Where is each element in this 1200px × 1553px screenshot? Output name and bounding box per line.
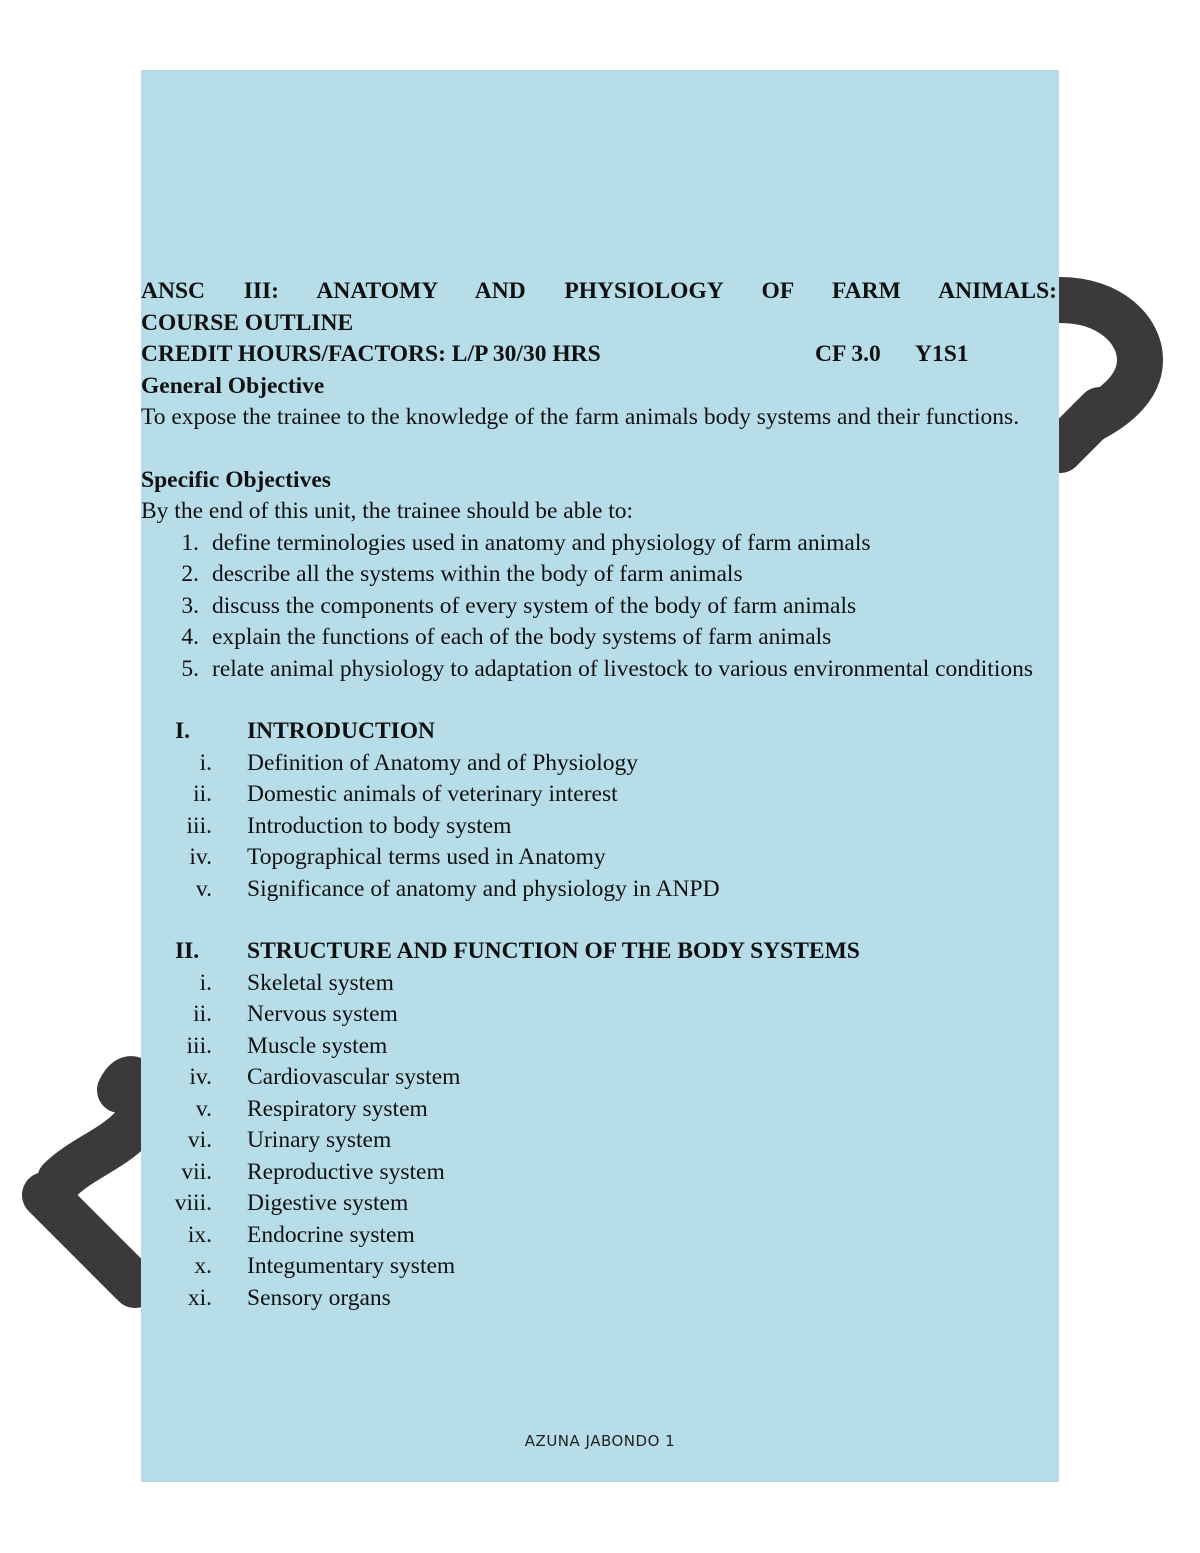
list-item xyxy=(141,1157,1057,1189)
section-numeral: II. xyxy=(175,938,200,964)
list-item xyxy=(141,559,1057,591)
list-item-text: Muscle system xyxy=(247,1032,388,1059)
credit-year: Y1S1 xyxy=(915,341,969,367)
list-item-text: Digestive system xyxy=(247,1190,409,1216)
list-item-text: Definition of Anatomy and of Physiology xyxy=(247,749,638,776)
list-item-text: Topographical terms used in Anatomy xyxy=(247,844,606,870)
list-item xyxy=(141,811,1057,843)
list-item-text: Sensory organs xyxy=(247,1284,391,1311)
page-footer: AZUNA JABONDO 1 xyxy=(524,1432,676,1450)
list-item xyxy=(141,1094,1057,1126)
list-item xyxy=(141,999,1057,1031)
list-item-text: relate animal physiology to adaptation of livestock to various environmental conditions xyxy=(212,655,1034,682)
section-title: STRUCTURE AND FUNCTION OF THE BODY SYSTEMS xyxy=(247,938,860,964)
list-item-text: Nervous system xyxy=(247,1001,398,1027)
list-item xyxy=(141,591,1057,623)
list-item-number-text: 2. xyxy=(181,561,199,587)
specific-objectives-heading: Specific Objectives xyxy=(141,466,331,493)
list-item-number: i. xyxy=(199,749,212,776)
list-item-number: iv. xyxy=(189,1064,212,1090)
list-item-number: iii. xyxy=(186,1032,212,1059)
document-page xyxy=(141,70,1059,1482)
section-heading-introduction xyxy=(141,716,1057,748)
list-item-text: describe all the systems within the body of farm animals xyxy=(212,561,743,587)
general-objective-heading: General Objective xyxy=(141,372,325,399)
list-item-number xyxy=(141,559,212,591)
list-item-number: vi. xyxy=(187,1127,212,1153)
document-subtitle: COURSE OUTLINE xyxy=(141,309,354,336)
list-item-number: ii. xyxy=(193,1001,212,1027)
list-item-text: Endocrine system xyxy=(247,1221,415,1248)
objectives-list xyxy=(141,528,1057,686)
list-item-number: ii. xyxy=(193,781,212,807)
list-item-number: x. xyxy=(194,1253,212,1279)
list-item xyxy=(141,1062,1057,1094)
document-content xyxy=(141,276,1057,1314)
list-item-number-text: 5. xyxy=(181,655,199,682)
list-item-number xyxy=(141,622,212,654)
list-item xyxy=(141,842,1057,874)
list-item-text: Integumentary system xyxy=(247,1253,456,1279)
specific-objectives-intro: By the end of this unit, the trainee should be able to: xyxy=(141,498,634,524)
list-item xyxy=(141,1031,1057,1063)
list-item-text: explain the functions of each of the body systems of farm animals xyxy=(212,624,832,650)
list-item xyxy=(141,1188,1057,1220)
list-item-text: Reproductive system xyxy=(247,1158,445,1185)
general-objective-text: To expose the trainee to the knowledge of the farm animals body systems and their functions. xyxy=(141,404,1020,430)
list-item xyxy=(141,654,1057,686)
body-systems-list xyxy=(141,968,1057,1315)
list-item-text: Respiratory system xyxy=(247,1095,428,1122)
list-item-number: vii. xyxy=(181,1158,212,1185)
list-item xyxy=(141,1283,1057,1315)
document-title: ANSC III: ANATOMY AND PHYSIOLOGY OF FARM ANIMALS: xyxy=(141,278,1057,304)
introduction-list xyxy=(141,748,1057,906)
section-title: INTRODUCTION xyxy=(247,718,436,744)
list-item-text: Introduction to body system xyxy=(247,812,512,839)
list-item xyxy=(141,1125,1057,1157)
list-item-number xyxy=(141,591,212,623)
list-item xyxy=(141,874,1057,906)
list-item xyxy=(141,748,1057,780)
list-item xyxy=(141,528,1057,560)
list-item-number xyxy=(141,654,212,686)
list-item xyxy=(141,968,1057,1000)
list-item-text: Urinary system xyxy=(247,1127,392,1153)
list-item-number-text: 1. xyxy=(181,529,199,556)
credit-hours-line xyxy=(141,339,1057,371)
list-item-number: ix. xyxy=(187,1221,212,1248)
section-numeral: I. xyxy=(175,718,191,744)
list-item-number: iii. xyxy=(186,812,212,839)
list-item-text: discuss the components of every system of the body of farm animals xyxy=(212,592,857,619)
list-item xyxy=(141,1251,1057,1283)
list-item xyxy=(141,622,1057,654)
list-item-number: xi. xyxy=(187,1284,212,1311)
list-item xyxy=(141,1220,1057,1252)
credit-factor: CF 3.0 xyxy=(815,341,881,367)
list-item-number: i. xyxy=(199,969,212,996)
list-item-number: iv. xyxy=(189,844,212,870)
list-item xyxy=(141,779,1057,811)
list-item-number xyxy=(141,528,212,560)
list-item-text: Significance of anatomy and physiology in ANPD xyxy=(247,875,720,902)
list-item-text: Domestic animals of veterinary interest xyxy=(247,781,618,807)
list-item-text: Skeletal system xyxy=(247,969,394,996)
list-item-number: viii. xyxy=(174,1190,212,1216)
list-item-text: define terminologies used in anatomy and physiology of farm animals xyxy=(212,529,871,556)
list-item-number: v. xyxy=(195,875,212,902)
credit-hours-label: CREDIT HOURS/FACTORS: L/P 30/30 HRS xyxy=(141,341,601,367)
section-heading-body-systems xyxy=(141,936,1057,968)
list-item-number-text: 3. xyxy=(181,592,199,619)
list-item-text: Cardiovascular system xyxy=(247,1064,461,1090)
list-item-number-text: 4. xyxy=(181,624,199,650)
list-item-number: v. xyxy=(195,1095,212,1122)
